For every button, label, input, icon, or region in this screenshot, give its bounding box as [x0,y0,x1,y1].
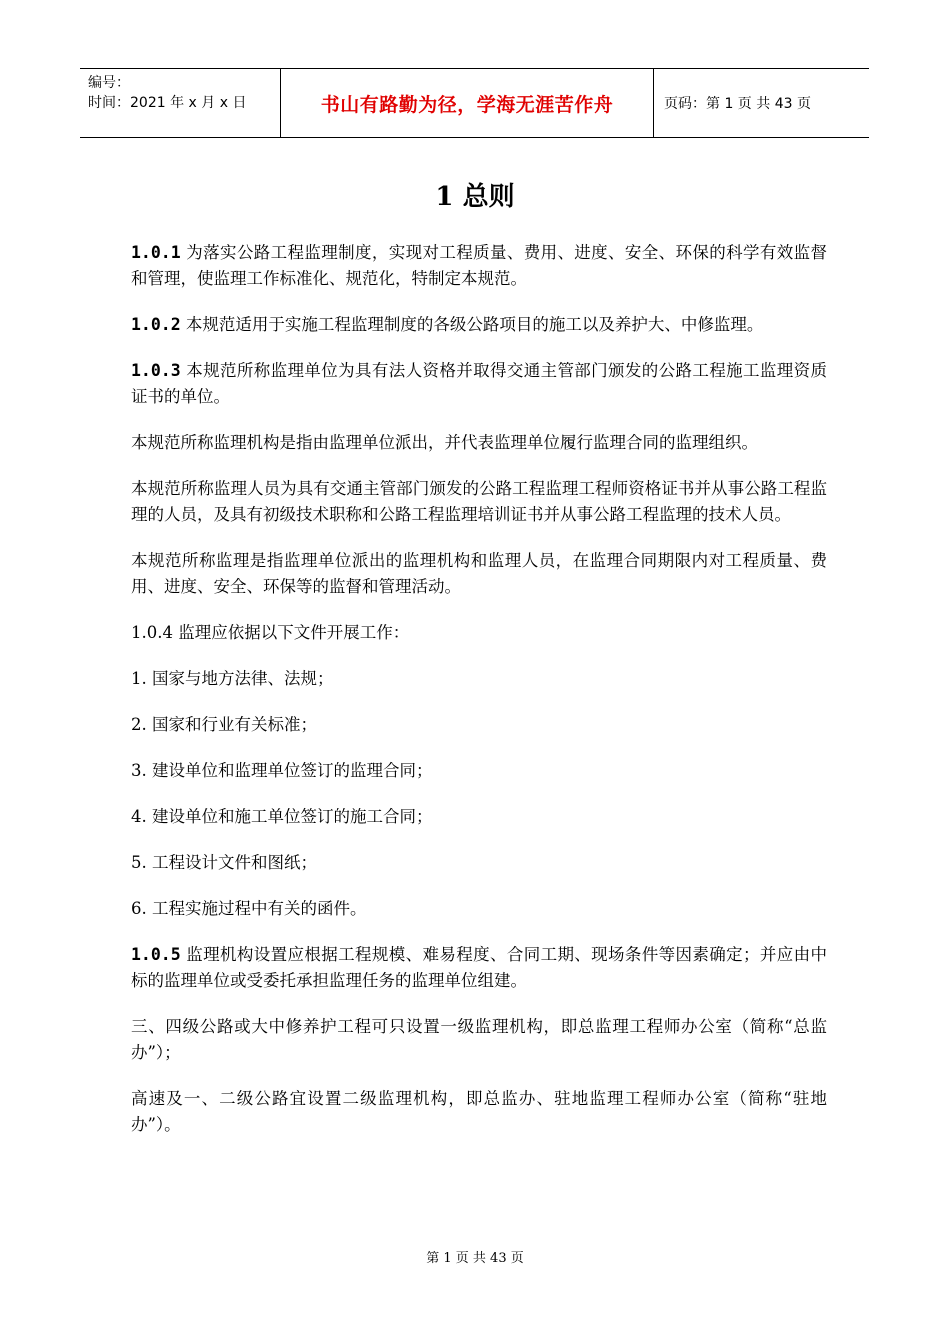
body-content [131,240,827,1138]
header-motto: 书山有路勤为径，学海无涯苦作舟 [320,93,614,116]
list-item-text: 2. 国家和行业有关标准； [131,715,317,734]
list-item [131,758,827,784]
paragraph [131,942,827,994]
paragraph [131,476,827,528]
list-item-text: 1. 国家与地方法律、法规； [131,669,334,688]
list-item-text: 5. 工程设计文件和图纸； [131,853,317,872]
header-motto-cell [281,69,654,137]
paragraph-text: 本规范所称监理人员为具有交通主管部门颁发的公路工程监理工程师资格证书并从事公路工程监理的人员，及具有初级技术职称和公路工程监理培训证书并从事公路工程监理的技术人员。 [131,479,827,524]
paragraph-text: 三、四级公路或大中修养护工程可只设置一级监理机构，即总监理工程师办公室（简称“总监办”）； [131,1017,827,1062]
paragraph [131,312,827,338]
page-header [80,68,869,138]
list-item [131,804,827,830]
header-left-cell [80,69,281,137]
paragraph [131,1086,827,1138]
paragraph-text: 监理机构设置应根据工程规模、难易程度、合同工期、现场条件等因素确定；并应由中标的监理单位或受委托承担监理任务的监理单位组建。 [131,945,827,990]
list-item-text: 3. 建设单位和监理单位签订的监理合同； [131,761,433,780]
paragraph [131,1014,827,1066]
clause-number: 1.0.1 [131,243,181,262]
paragraph-text: 本规范所称监理单位为具有法人资格并取得交通主管部门颁发的公路工程施工监理资质证书的单位。 [131,361,827,406]
paragraph-text: 1.0.4 监理应依据以下文件开展工作： [131,623,410,642]
paragraph-text: 本规范所称监理机构是指由监理单位派出，并代表监理单位履行监理合同的监理组织。 [131,433,758,452]
paragraph-text: 本规范适用于实施工程监理制度的各级公路项目的施工以及养护大、中修监理。 [180,315,764,334]
paragraph-text: 本规范所称监理是指监理单位派出的监理机构和监理人员，在监理合同期限内对工程质量、费用、进度、安全、环保等的监督和管理活动。 [131,551,827,596]
header-page-info: 页码：第 1 页 共 43 页 [664,96,811,112]
chapter-title: 1 总则 [435,182,515,212]
paragraph [131,240,827,292]
paragraph-text: 为落实公路工程监理制度，实现对工程质量、费用、进度、安全、环保的科学有效监督和管理，使监理工作标准化、规范化，特制定本规范。 [131,243,827,288]
clause-number: 1.0.5 [131,945,181,964]
list-item [131,850,827,876]
clause-number: 1.0.2 [131,315,181,334]
page-footer: 第 1 页 共 43 页 [426,1251,524,1266]
paragraph [131,548,827,600]
paragraph [131,358,827,410]
list-item [131,666,827,692]
time-label: 时间：2021 年 x 月 x 日 [88,95,247,111]
list-item-text: 6. 工程实施过程中有关的函件。 [131,899,367,918]
paragraph [131,620,827,646]
list-item [131,712,827,738]
list-item [131,896,827,922]
paragraph [131,430,827,456]
paragraph-text: 高速及一、二级公路宜设置二级监理机构，即总监办、驻地监理工程师办公室（简称“驻地办”）。 [131,1089,827,1134]
list-item-text: 4. 建设单位和施工单位签订的施工合同； [131,807,433,826]
header-page-cell [654,69,869,137]
number-label: 编号： [88,75,130,91]
clause-number: 1.0.3 [131,361,181,380]
